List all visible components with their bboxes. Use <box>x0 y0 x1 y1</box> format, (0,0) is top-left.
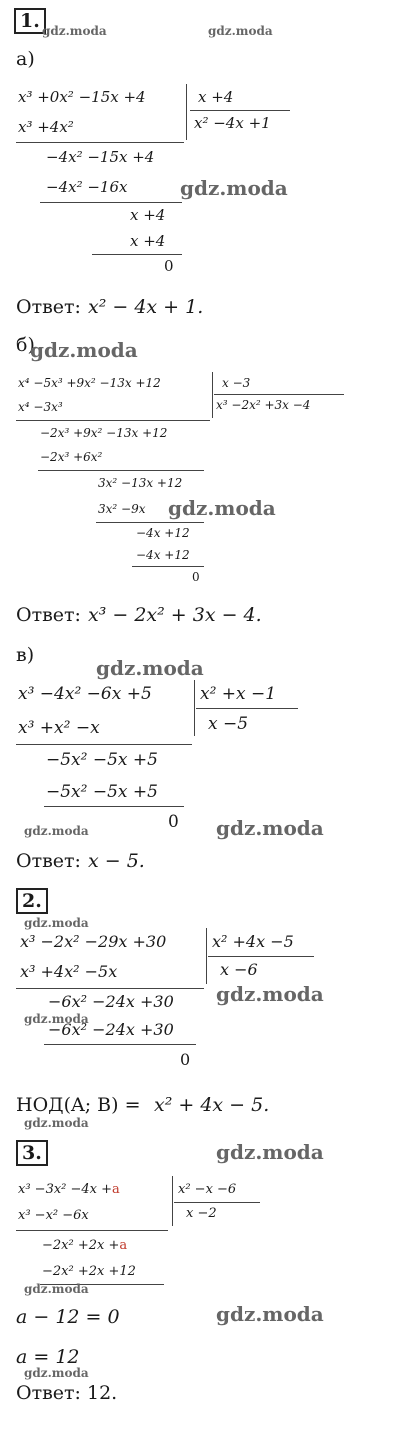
step: −6x² −24x +30 <box>48 1020 174 1039</box>
remainder: 0 <box>180 1050 191 1069</box>
watermark: gdz.moda <box>216 1302 324 1326</box>
dividend: x³ −4x² −6x +5 <box>18 684 152 704</box>
step-line <box>44 806 184 807</box>
divisor-underline <box>174 1202 260 1203</box>
watermark: gdz.moda <box>168 496 276 520</box>
division-bar <box>206 928 207 984</box>
divisor: x² +x −1 <box>200 684 277 704</box>
step: x⁴ −3x³ <box>18 400 63 414</box>
task-number-1: 1. <box>14 8 46 34</box>
dividend: x³ −2x² −29x +30 <box>20 932 167 951</box>
division-bar <box>212 372 213 418</box>
dividend-parameter: a <box>112 1182 120 1197</box>
watermark: gdz.moda <box>24 1012 89 1026</box>
quotient: x −6 <box>220 960 258 979</box>
part-label-a: а) <box>16 48 35 70</box>
step-line <box>44 1044 196 1045</box>
task-number-3: 3. <box>16 1140 48 1166</box>
step <box>42 1238 127 1253</box>
quotient: x³ −2x² +3x −4 <box>216 398 311 412</box>
dividend <box>18 1182 120 1197</box>
step: x³ +4x² −5x <box>20 962 118 981</box>
division-bar <box>194 680 195 736</box>
step-parameter: a <box>119 1238 128 1253</box>
watermark: gdz.moda <box>96 656 204 680</box>
answer-prefix: Ответ: <box>16 850 81 872</box>
answer: Ответ: 12. <box>16 1382 118 1404</box>
watermark: gdz.moda <box>24 1116 89 1130</box>
watermark: gdz.moda <box>216 982 324 1006</box>
answer: x − 5. <box>88 850 145 872</box>
step-line <box>38 470 204 471</box>
step-line <box>16 142 184 143</box>
watermark: gdz.moda <box>180 176 288 200</box>
answer: x² − 4x + 1. <box>88 296 204 318</box>
watermark: gdz.moda <box>216 816 324 840</box>
watermark: gdz.moda <box>30 338 138 362</box>
step: x³ −x² −6x <box>18 1208 89 1223</box>
divisor: x −3 <box>222 376 251 390</box>
step: x³ +x² −x <box>18 718 100 738</box>
step-line <box>16 420 210 421</box>
quotient: x −5 <box>208 714 249 734</box>
answer: x² + 4x − 5. <box>154 1094 270 1116</box>
quotient: x² −4x +1 <box>194 114 271 132</box>
answer-prefix: Ответ: <box>16 296 81 318</box>
equation: a − 12 = 0 <box>16 1306 120 1328</box>
watermark: gdz.moda <box>24 1366 89 1380</box>
step: −4x +12 <box>136 526 190 540</box>
step: −4x +12 <box>136 548 190 562</box>
answer-prefix: Ответ: <box>16 604 81 626</box>
quotient: x −2 <box>186 1206 217 1221</box>
divisor-underline <box>190 110 290 111</box>
step: x +4 <box>130 206 166 224</box>
step: −5x² −5x +5 <box>46 782 158 802</box>
divisor: x² −x −6 <box>178 1182 237 1197</box>
equation: a = 12 <box>16 1346 80 1368</box>
dividend: x⁴ −5x³ +9x² −13x +12 <box>18 376 161 390</box>
part-label-b: б) <box>16 334 35 356</box>
step: −2x³ +9x² −13x +12 <box>40 426 168 440</box>
step: x +4 <box>130 232 166 250</box>
step-line <box>40 202 182 203</box>
step: −6x² −24x +30 <box>48 992 174 1011</box>
watermark: gdz.moda <box>24 824 89 838</box>
watermark: gdz.moda <box>208 24 273 38</box>
step: 3x² −13x +12 <box>98 476 183 490</box>
task-number-2: 2. <box>16 888 48 914</box>
watermark: gdz.moda <box>24 916 89 930</box>
step: −2x³ +6x² <box>40 450 103 464</box>
dividend: x³ +0x² −15x +4 <box>18 88 146 106</box>
step-line <box>132 566 204 567</box>
step: 3x² −9x <box>98 502 146 516</box>
watermark: gdz.moda <box>216 1140 324 1164</box>
step-line <box>16 744 192 745</box>
divisor-underline <box>196 708 298 709</box>
step: −2x² +2x +12 <box>42 1264 136 1279</box>
remainder: 0 <box>192 570 200 584</box>
watermark: gdz.moda <box>42 24 107 38</box>
division-bar <box>186 84 187 140</box>
step-line <box>16 1230 168 1231</box>
answer: x³ − 2x² + 3x − 4. <box>88 604 262 626</box>
remainder: 0 <box>164 257 174 275</box>
step-line <box>92 254 182 255</box>
divisor-underline <box>214 394 344 395</box>
dividend-main: x³ −3x² −4x + <box>18 1182 113 1197</box>
step-main: −2x² +2x + <box>42 1238 120 1253</box>
step: x³ +4x² <box>18 118 74 136</box>
divisor: x +4 <box>198 88 234 106</box>
step-line <box>16 988 204 989</box>
step: −4x² −16x <box>46 178 128 196</box>
remainder: 0 <box>168 812 179 832</box>
step-line <box>96 522 204 523</box>
divisor: x² +4x −5 <box>212 932 294 951</box>
watermark: gdz.moda <box>24 1282 89 1296</box>
part-label-c: в) <box>16 644 35 666</box>
divisor-underline <box>208 956 314 957</box>
step: −4x² −15x +4 <box>46 148 155 166</box>
division-bar <box>172 1176 173 1226</box>
answer-prefix: НОД(A; B) = <box>16 1094 141 1116</box>
step: −5x² −5x +5 <box>46 750 158 770</box>
